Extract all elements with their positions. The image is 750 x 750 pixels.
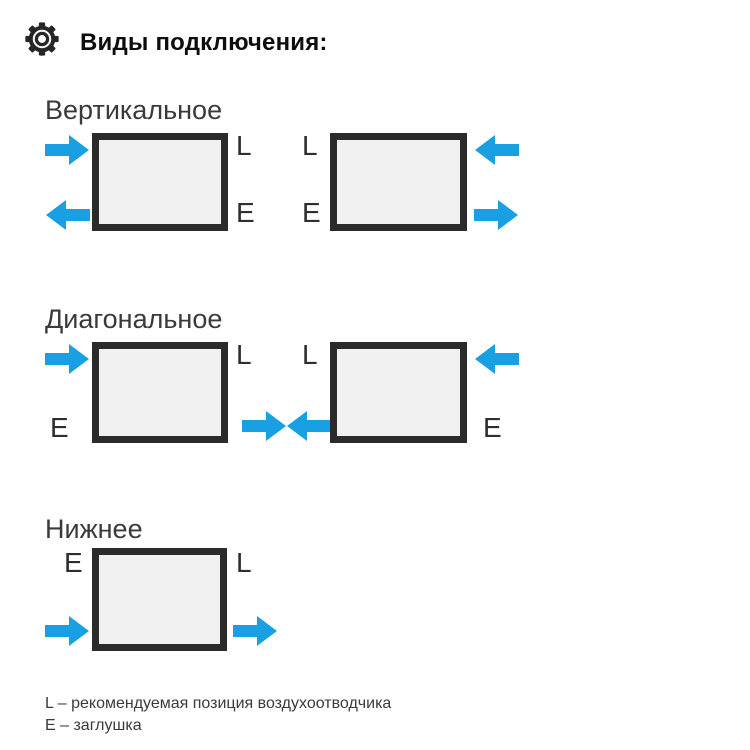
- plug-mark: E: [302, 197, 321, 228]
- radiator-rect: [330, 133, 467, 231]
- section-title-diagonal: Диагональное: [45, 304, 223, 334]
- flow-in-arrow-left-icon: [474, 343, 519, 375]
- flow-out-arrow-right-icon: [474, 199, 519, 231]
- radiator-rect: [92, 342, 228, 443]
- radiator-rect: [330, 342, 467, 443]
- section-title-vertical: Вертикальное: [45, 95, 223, 125]
- air-vent-mark: L: [236, 130, 252, 161]
- flow-in-arrow-right-icon: [45, 615, 90, 647]
- plug-mark: E: [483, 412, 502, 443]
- air-vent-mark: L: [302, 130, 318, 161]
- flow-in-arrow-right-icon: [45, 134, 90, 166]
- air-vent-mark: L: [236, 339, 252, 370]
- flow-out-arrow-right-icon: [242, 410, 287, 442]
- flow-out-arrow-right-icon: [233, 615, 278, 647]
- legend-line-air-vent: L – рекомендуемая позиция воздухоотводчика: [45, 695, 392, 712]
- flow-in-arrow-left-icon: [474, 134, 519, 166]
- radiator-rect: [92, 133, 228, 231]
- plug-mark: E: [236, 197, 255, 228]
- plug-mark: E: [50, 412, 69, 443]
- gear-icon: [24, 21, 60, 57]
- figure-title: Виды подключения:: [80, 29, 328, 56]
- flow-out-arrow-left-icon: [45, 199, 90, 231]
- air-vent-mark: L: [302, 339, 318, 370]
- flow-out-arrow-left-icon: [286, 410, 331, 442]
- section-title-bottom: Нижнее: [45, 514, 143, 544]
- radiator-rect: [92, 548, 227, 651]
- air-vent-mark: L: [236, 547, 252, 578]
- legend-line-plug: E – заглушка: [45, 717, 142, 734]
- plug-mark: E: [64, 547, 83, 578]
- flow-in-arrow-right-icon: [45, 343, 90, 375]
